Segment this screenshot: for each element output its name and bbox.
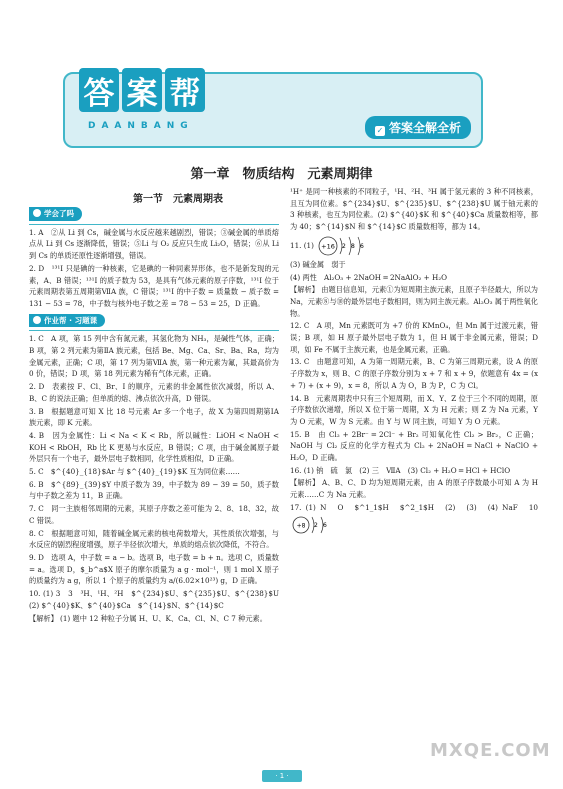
answer-item: (4) 两性 Al₂O₃ + 2NaOH ═ 2NaAlO₂ + H₂O xyxy=(290,272,448,282)
logo-char-1: 答 xyxy=(79,68,119,112)
shell-electrons: 2 xyxy=(342,242,347,250)
answer-item: 3. B 根据题意可知 X 比 18 号元素 Ar 多一个电子，故 X 为第四周期第ⅠA 族元素，即 K 元素。 xyxy=(29,406,279,428)
q11-label: 11. (1) xyxy=(290,240,314,250)
answer-item: 1. C A 项，第 15 列中含有氮元素，其氢化物为 NH₃，是碱性气体，正确；B 项，第 2 列元素为第ⅡA 族元素，包括 Be、Mg、Ca、Sr、Ba、Ra，均为金属元素，正确；C 项，第 17 列为第ⅦA 族，第一种元素为氟，其最高价为 0 价，错误；D 项，第 18 列元素为稀有气体元素，正确。 xyxy=(29,334,279,379)
learn-badge xyxy=(29,207,82,221)
answer-item: 14. B 元素周期表中只有三个短周期，而 X、Y、Z 位于三个不同的周期，原子序数依次递增，所以 X 位于第一周期，X 为 H 元素；则 Z 为 Na 元素，Y 为 O 元素，W 为 S 元素。由 Y 与 W 同主族，可知 Y 为 O 元素。 xyxy=(290,393,538,426)
answer-item: ¹H⁺ 是同一种核素的不同粒子，¹H、²H、³H 属于氢元素的 3 种不同核素，且互为同位素。$^{234}$U、$^{235}$U、$^{238}$U 属于铀元素的 3 种核素，也互为同位素。(2) $^{40}$K 和 $^{40}$Ca 质量数相等，都为 40；$^{14}$N 和 $^{14}$C 质量数相等，都为 14。 xyxy=(290,187,538,232)
analysis-item: 【解析】 (1) 题中 12 种粒子分属 H、U、K、Ca、Cl、N、C 7 种元素。 xyxy=(29,613,267,623)
left-column xyxy=(29,204,287,625)
right-column xyxy=(290,186,538,537)
answer-tag xyxy=(365,116,471,139)
answer-item: 9. D 选项 A，中子数 = a − b。选项 B，电子数 = b + n。选项 C，质量数 = a。选项 D，$_b^a$X 原子的摩尔质量为 a g · mol⁻¹，则 1 mol X 原子的质量约为 a g，所以 1 个原子的质量约为 a/(6.02×10²³) g，D 正确。 xyxy=(29,552,279,586)
bulb-icon xyxy=(33,209,41,217)
shell-electrons: 6 xyxy=(323,521,327,529)
answer-item: 4. B 因为金属性：Li < Na < K < Rb，所以碱性：LiOH < NaOH < KOH < RbOH，Rb 比 K 更易与水反应，B 错误；C 项，由于碱金属原子最外层只有一个电子，最外层电子数相同，化学性质相似，D 正确。 xyxy=(29,430,279,464)
atom-structure-diagram xyxy=(316,234,372,258)
answer-item xyxy=(290,502,538,536)
homework-badge xyxy=(29,314,105,328)
shell-electrons: 6 xyxy=(360,242,365,250)
answer-item: 15. B 由 Cl₂ + 2Br⁻ ═ 2Cl⁻ + Br₂ 可知氧化性 Cl₂ > Br₂，C 正确；NaOH 与 Cl₂ 反应的化学方程式为 Cl₂ + 2NaOH ═ NaCl + NaClO + H₂O，D 正确。 xyxy=(290,429,538,463)
nucleus-charge: +16 xyxy=(321,242,336,251)
answer-item: 6. B $^{89}_{39}$Y 中质子数为 39，中子数为 89 − 39 = 50，质子数与中子数之差为 11，B 正确。 xyxy=(29,479,279,501)
shell-electrons: 2 xyxy=(314,521,318,529)
logo-char-2: 案 xyxy=(122,68,162,112)
q17-label: 17. (1) N O $^1_1$H $^2_1$H (2) (3) (4) NaF 10 xyxy=(290,502,538,512)
answer-item: 1. A ②从 Li 到 Cs，碱金属与水反应越来越剧烈，错误；③碱金属的单质熔点从 Li 到 Cs 逐渐降低，错误；⑤Li 与 O₂ 反应只生成 Li₂O，错误；⑥从 Li 到 Cs 的单质还原性逐渐增强，错误。 xyxy=(29,227,279,261)
answer-item: 8. C 根据题意可知，随着碱金属元素的核电荷数增大，其性质依次增强，与水反应的剧烈程度增强，原子半径依次增大，单质的熔点依次降低，不符合。 xyxy=(29,528,279,550)
shell-electrons: 8 xyxy=(351,242,356,250)
atom-structure-diagram xyxy=(290,514,334,536)
divider xyxy=(29,330,279,331)
analysis-item: 【解析】 A、B、C、D 均为短周期元素，由 A 的原子序数最小可知 A 为 H 元素……C 为 Na 元素。 xyxy=(290,478,538,500)
chapter-title: 第一章 物质结构 元素周期律 xyxy=(190,167,373,182)
logo-pinyin: DAANBANG xyxy=(88,121,194,131)
homework-badge-label: 作业帮 · 习题课 xyxy=(44,315,98,325)
divider xyxy=(29,224,279,225)
learn-badge-label: 学会了吗 xyxy=(44,209,74,218)
answer-item xyxy=(290,234,538,258)
logo xyxy=(79,68,208,116)
page-number: · 1 · xyxy=(262,770,302,782)
answer-item: 13. C 由题意可知，A 为第一周期元素，B、C 为第三周期元素，设 A 的原子序数为 x，则 B、C 的原子序数分别为 x + 7 和 x + 9，依题意有 4x = (x + 7) + (x + 9)，x = 8，所以 A 为 O，B 为 P，C 为 Cl。 xyxy=(290,357,538,390)
analysis-item: 【解析】 由题目信息知，元素①为短周期主族元素，且原子半径最大，所以为 Na，元素⑧与⑩的最外层电子数相同，则为同主族元素。Al₂O₃ 属于两性氧化物。 xyxy=(290,285,538,318)
answer-item: (3) 碱金属 弱于 xyxy=(290,259,346,269)
answer-item: 7. C 同一主族相邻周期的元素，其原子序数之差可能为 2、8、18、32，故 C 错误。 xyxy=(29,504,279,525)
answer-item: 5. C $^{40}_{18}$Ar 与 $^{40}_{19}$K 互为同位素…… xyxy=(29,467,240,477)
answer-item: 12. C A 项，Mn 元素既可为 +7 价的 KMnO₄，但 Mn 属于过渡元素，错误；B 项，如 H 原子最外层电子数为 1，但 H 属于非金属元素，错误；D 项，如 Fe 不属于主族元素，也是金属元素，正确。 xyxy=(290,321,538,354)
logo-char-3: 帮 xyxy=(165,68,205,112)
check-icon: ✓ xyxy=(376,126,384,135)
header-banner xyxy=(63,72,483,148)
answer-item: 2. D 表素按 F、Cl、Br、I 的顺序，元素的非金属性依次减弱，所以 A、B、C 的说法正确；但单质的熔、沸点依次升高，D 错误。 xyxy=(29,382,279,403)
answer-item: 2. D ¹³¹I 只是碘的一种核素，它是碘的一种同素异形体，也不是新发现的元素，A、B 错误；¹³¹I 的质子数为 53，是具有气体元素的原子序数，¹³¹I 位于元素周期表第五周期第ⅦA 族，C 错误；¹³¹I 的中子数 = 质量数 − 质子数 = 131 − 53 = 78，中子数与核外电子数之差 = 78 − 53 = 25，D 正确。 xyxy=(29,263,279,308)
answer-tag-label: 答案全解全析 xyxy=(388,121,461,135)
nucleus-charge: +8 xyxy=(296,522,306,530)
watermark: MXQE.COM xyxy=(430,740,551,761)
answer-item: 10. (1) 3 3 ³H、¹H、²H $^{234}$U、$^{235}$U、$^{238}$U (2) $^{40}$K、$^{40}$Ca $^{14}$N、$^{14}$C xyxy=(29,589,287,610)
section-title: 第一节 元素周期表 xyxy=(133,194,223,205)
answer-item: 16. (1) 钠 硫 氯 (2) 三 ⅦA (3) Cl₂ + H₂O ═ HCl + HClO xyxy=(290,465,511,475)
pencil-icon xyxy=(33,316,41,324)
